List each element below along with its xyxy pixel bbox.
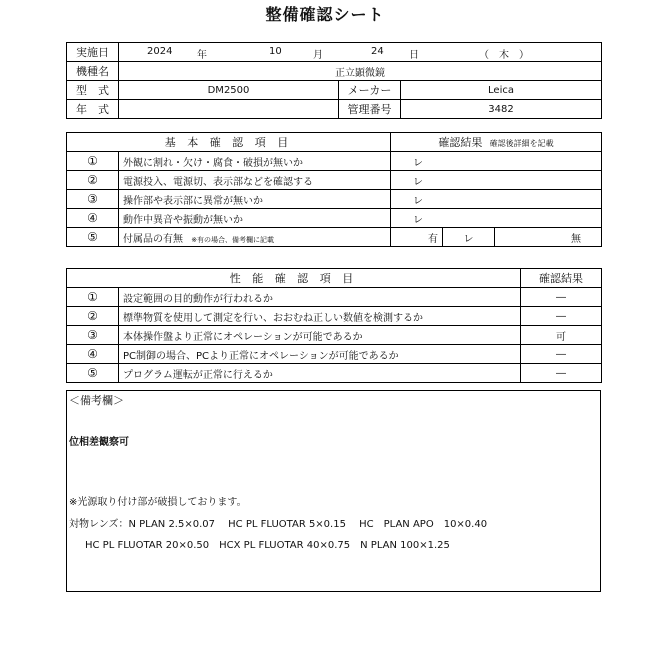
accessory-note: ※有の場合、備考欄に記載: [191, 235, 275, 244]
page-title: 整備確認シート: [265, 5, 385, 24]
day-value: 24: [371, 46, 384, 57]
item-text: PC制御の場合、PCより正常にオペレーションが可能であるか: [119, 345, 521, 364]
performance-check-table: [66, 268, 602, 383]
year-unit: 年: [197, 50, 207, 61]
model-value: DM2500: [119, 81, 339, 100]
accessory-has: 有: [391, 228, 443, 247]
accessory-text: 付属品の有無: [123, 233, 183, 245]
item-number: ②: [67, 171, 119, 190]
performance-row: [67, 345, 602, 364]
item-number: ④: [67, 345, 119, 364]
machine-label: 機種名: [67, 62, 119, 81]
machine-row: [67, 62, 602, 81]
item-text: プログラム運転が正常に行えるか: [119, 364, 521, 383]
item-text: 標準物質を使用して測定を行い、おおむね正しい数値を検測するか: [119, 307, 521, 326]
remarks-line-1: 位相差観察可: [69, 437, 129, 448]
weekday-value: （ 木 ）: [479, 50, 529, 61]
item-result: レ: [391, 209, 602, 228]
remarks-line-4: HC PL FLUOTAR 20×0.50 HCX PL FLUOTAR 40×0.75 N PLAN 100×1.25: [85, 540, 450, 551]
item-number: ②: [67, 307, 119, 326]
basic-row: [67, 190, 602, 209]
basic-header-row: [67, 133, 602, 152]
item-text: 操作部や表示部に異常が無いか: [119, 190, 391, 209]
basic-header: 基 本 確 認 項 目: [67, 133, 391, 152]
accessory-text-cell: [119, 228, 391, 247]
model-label: 型 式: [67, 81, 119, 100]
header-table: [66, 42, 602, 119]
maker-label: メーカー: [339, 81, 401, 100]
basic-result-header: [391, 133, 602, 152]
accessory-check: レ: [443, 228, 495, 247]
control-label: 管理番号: [339, 100, 401, 119]
remarks-line-2: ※光源取り付け部が破損しております。: [69, 497, 247, 508]
item-number: ⑤: [67, 228, 119, 247]
item-text: 本体操作盤より正常にオペレーションが可能であるか: [119, 326, 521, 345]
basic-row: [67, 209, 602, 228]
item-text: 設定範囲の目的動作が行われるか: [119, 288, 521, 307]
item-result: ―: [521, 307, 602, 326]
item-number: ①: [67, 152, 119, 171]
remarks-box: [66, 390, 601, 592]
item-result: レ: [391, 190, 602, 209]
item-number: ⑤: [67, 364, 119, 383]
maker-value: Leica: [401, 81, 602, 100]
date-row: [67, 43, 602, 62]
performance-row: [67, 326, 602, 345]
basic-row: [67, 152, 602, 171]
machine-value: 正立顕微鏡: [119, 62, 602, 81]
item-number: ④: [67, 209, 119, 228]
date-label: 実施日: [67, 43, 119, 62]
item-text: 電源投入、電源切、表示部などを確認する: [119, 171, 391, 190]
day-unit: 日: [409, 50, 419, 61]
performance-row: [67, 364, 602, 383]
model-row: [67, 81, 602, 100]
item-result: ―: [521, 364, 602, 383]
performance-result-header: 確認結果: [521, 269, 602, 288]
performance-row: [67, 288, 602, 307]
performance-header: 性 能 確 認 項 目: [67, 269, 521, 288]
item-result: レ: [391, 152, 602, 171]
item-number: ③: [67, 326, 119, 345]
remarks-line-3: 対物レンズ：N PLAN 2.5×0.07 HC PL FLUOTAR 5×0.15 HC PLAN APO 10×0.40: [69, 519, 488, 530]
basic-check-table: [66, 132, 602, 247]
year-type-label: 年 式: [67, 100, 119, 119]
date-value: [119, 43, 602, 62]
month-unit: 月: [313, 50, 323, 61]
item-number: ①: [67, 288, 119, 307]
basic-result-note: 確認後詳細を記載: [489, 139, 554, 148]
accessory-none: 無: [495, 228, 602, 247]
year-value: 2024: [147, 46, 173, 57]
item-result: ―: [521, 345, 602, 364]
month-value: 10: [269, 46, 282, 57]
remarks-title: ＜備考欄＞: [69, 394, 124, 407]
item-text: 外観に割れ・欠け・腐食・破損が無いか: [119, 152, 391, 171]
year-type-row: [67, 100, 602, 119]
control-value: 3482: [401, 100, 602, 119]
performance-header-row: [67, 269, 602, 288]
item-result: 可: [521, 326, 602, 345]
basic-result-title: 確認結果: [438, 136, 483, 149]
item-number: ③: [67, 190, 119, 209]
item-text: 動作中異音や振動が無いか: [119, 209, 391, 228]
item-result: ―: [521, 288, 602, 307]
performance-row: [67, 307, 602, 326]
basic-row: [67, 171, 602, 190]
item-result: レ: [391, 171, 602, 190]
year-type-value: [119, 100, 339, 119]
accessory-row: [67, 228, 602, 247]
